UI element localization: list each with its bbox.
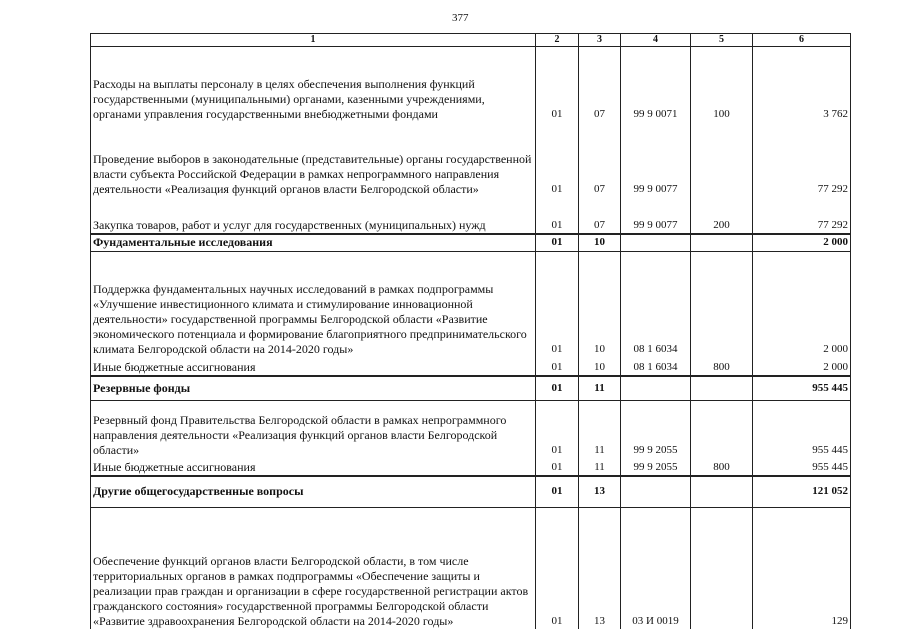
row-expense-type (691, 252, 753, 357)
table-row (91, 122, 851, 197)
row-name: Проведение выборов в законодательные (представительные) органы государственной власти субъекта Российской Федерации в рамках непрограммного направления деятельности «Реализация функций органов власти Белгородской области» (91, 122, 536, 197)
row-target-code: 99 9 0071 (621, 47, 691, 122)
page-number: 377 (452, 12, 469, 24)
row-expense-type: 800 (691, 458, 753, 476)
row-target-code: 99 9 0077 (621, 197, 691, 234)
row-amount: 2 000 (753, 234, 851, 252)
row-name: Иные бюджетные ассигнования (91, 357, 536, 376)
table-row (91, 401, 851, 458)
row-subsection: 11 (579, 401, 621, 458)
row-section: 01 (536, 47, 579, 122)
row-amount: 121 052 (753, 476, 851, 508)
row-amount: 3 762 (753, 47, 851, 122)
budget-table-body (91, 34, 851, 629)
row-expense-type (691, 508, 753, 629)
row-amount: 129 (753, 508, 851, 629)
row-name: Расходы на выплаты персоналу в целях обеспечения выполнения функций государственными (муниципальными) органами, казенными учреждениями, органами управления государственными внебюджетными фондами (91, 47, 536, 122)
row-subsection: 10 (579, 252, 621, 357)
row-amount: 955 445 (753, 458, 851, 476)
row-name: Закупка товаров, работ и услуг для государственных (муниципальных) нужд (91, 197, 536, 234)
row-expense-type (691, 234, 753, 252)
row-subsection: 10 (579, 234, 621, 252)
row-amount: 77 292 (753, 197, 851, 234)
row-expense-type (691, 376, 753, 401)
row-amount: 77 292 (753, 122, 851, 197)
row-target-code (621, 476, 691, 508)
row-subsection: 10 (579, 357, 621, 376)
row-expense-type: 200 (691, 197, 753, 234)
row-name: Резервный фонд Правительства Белгородской области в рамках непрограммного направления деятельности «Реализация функций органов власти Белгородской области» (91, 401, 536, 458)
row-section: 01 (536, 376, 579, 401)
row-target-code (621, 234, 691, 252)
row-subsection: 11 (579, 458, 621, 476)
row-name: Поддержка фундаментальных научных исследований в рамках подпрограммы «Улучшение инвестиционного климата и стимулирование инновационной деятельности» государственной программы Белгородской области «Развитие экономического потенциала и формирование благоприятного предпринимательского климата Белгородской области на 2014-2020 годы» (91, 252, 536, 357)
table-row (91, 357, 851, 376)
row-section: 01 (536, 401, 579, 458)
row-amount: 955 445 (753, 401, 851, 458)
table-row (91, 47, 851, 122)
header-col-5: 5 (691, 34, 753, 47)
row-section: 01 (536, 357, 579, 376)
header-col-3: 3 (579, 34, 621, 47)
row-name: Другие общегосударственные вопросы (91, 476, 536, 508)
header-col-1: 1 (91, 34, 536, 47)
table-row (91, 508, 851, 629)
row-target-code (621, 376, 691, 401)
row-subsection: 07 (579, 197, 621, 234)
header-col-4: 4 (621, 34, 691, 47)
row-expense-type: 800 (691, 357, 753, 376)
row-amount: 955 445 (753, 376, 851, 401)
row-name: Иные бюджетные ассигнования (91, 458, 536, 476)
row-section: 01 (536, 508, 579, 629)
table-header-row (91, 34, 851, 47)
header-col-2: 2 (536, 34, 579, 47)
row-expense-type (691, 476, 753, 508)
row-section: 01 (536, 234, 579, 252)
row-amount: 2 000 (753, 252, 851, 357)
row-section: 01 (536, 122, 579, 197)
row-target-code: 08 1 6034 (621, 252, 691, 357)
row-name: Фундаментальные исследования (91, 234, 536, 252)
row-section: 01 (536, 252, 579, 357)
row-subsection: 07 (579, 47, 621, 122)
row-subsection: 13 (579, 508, 621, 629)
table-row (91, 252, 851, 357)
table-row (91, 458, 851, 476)
section-row (91, 476, 851, 508)
row-target-code: 03 И 0019 (621, 508, 691, 629)
section-row (91, 234, 851, 252)
row-section: 01 (536, 197, 579, 234)
row-name: Резервные фонды (91, 376, 536, 401)
row-subsection: 11 (579, 376, 621, 401)
header-col-6: 6 (753, 34, 851, 47)
row-target-code: 99 9 0077 (621, 122, 691, 197)
row-name: Обеспечение функций органов власти Белгородской области, в том числе территориальных органов в рамках подпрограммы «Обеспечение защиты и реализации прав граждан и организации в сфере государственной регистрации актов гражданского состояния» государственной программы Белгородской области «Развитие здравоохранения Белгородской области на 2014-2020 годы» (91, 508, 536, 629)
row-target-code: 99 9 2055 (621, 401, 691, 458)
row-expense-type (691, 122, 753, 197)
table-row (91, 197, 851, 234)
budget-table (90, 33, 851, 629)
row-section: 01 (536, 458, 579, 476)
row-subsection: 13 (579, 476, 621, 508)
section-row (91, 376, 851, 401)
row-section: 01 (536, 476, 579, 508)
row-target-code: 99 9 2055 (621, 458, 691, 476)
row-subsection: 07 (579, 122, 621, 197)
row-expense-type: 100 (691, 47, 753, 122)
row-target-code: 08 1 6034 (621, 357, 691, 376)
row-expense-type (691, 401, 753, 458)
row-amount: 2 000 (753, 357, 851, 376)
